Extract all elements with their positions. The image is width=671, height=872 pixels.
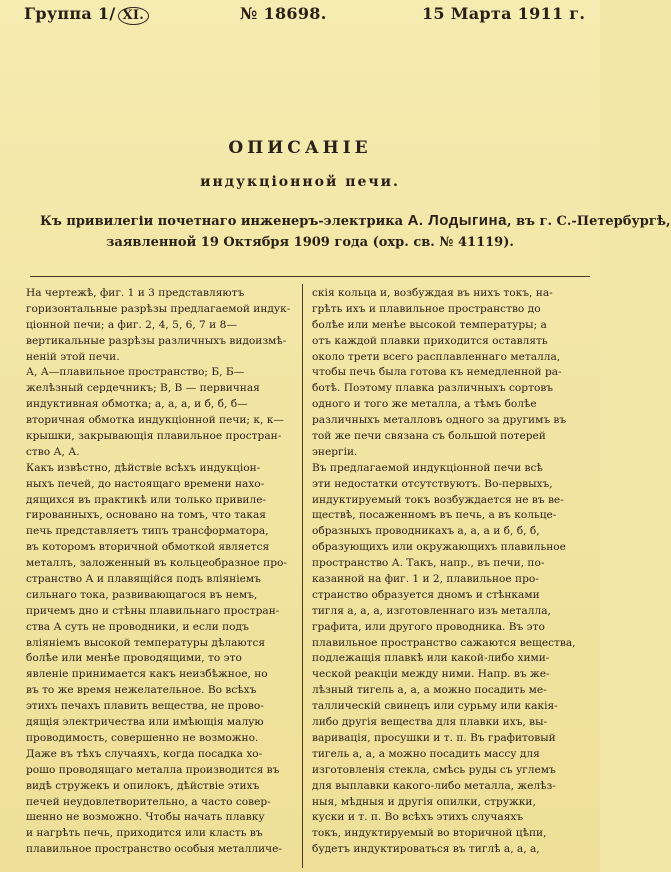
text-line: крышки, закрывающія плавильное простран- [26, 430, 282, 443]
text-line: дящія электричества или имѣющія малую [26, 716, 264, 729]
text-line: и нагрѣть печь, приходится или класть въ [26, 827, 263, 840]
text-line: плавильное пространство особыя металличе- [26, 843, 282, 856]
text-line: горизонтальные разрѣзы предлагаемой индук- [26, 302, 291, 315]
text-line: ство А, А. [26, 445, 80, 458]
text-line: Даже въ тѣхъ случаяхъ, когда посадка хо- [26, 747, 263, 760]
text-line: Въ предлагаемой индукціонной печи всѣ [312, 461, 543, 474]
text-line: печь представляетъ типъ трансформатора, [26, 525, 269, 538]
text-line: пространство А. Такъ, напр., въ печи, по- [312, 557, 545, 570]
text-line: плавильное пространство сажаются вещества, [312, 636, 576, 649]
text-line: куски и т. п. Во всѣхъ этихъ случаяхъ [312, 811, 524, 824]
privilege-statement [40, 210, 671, 253]
text-line: На чертежѣ, фиг. 1 и 3 представляютъ [26, 287, 245, 299]
text-line: вторичная обмотка индукціонной печи; к, к— [26, 414, 284, 427]
text-line: сильнаго тока, развивающагося въ немъ, [26, 588, 258, 601]
text-line: различныхъ металловъ одного за другимъ въ [312, 414, 567, 427]
group-text: Группа 1/ [24, 4, 116, 23]
group-circled-number: XI. [118, 7, 150, 25]
text-line: А, А—плавильное пространство; Б, Б— [26, 366, 245, 379]
text-line: тигель а, а, а можно посадить массу для [312, 747, 540, 760]
text-line: желѣзный сердечникъ; В, В — первичная [26, 382, 260, 395]
text-line: металлъ, заложенный въ кольцеобразное про- [26, 557, 287, 570]
patent-date: 15 Марта 1911 г. [422, 4, 586, 23]
text-line: будетъ индуктироваться въ тиглѣ а, а, а, [312, 843, 540, 856]
text-line: той же печи связана съ большой потерей [312, 430, 546, 443]
text-line: индуктивная обмотка; а, а, а, и б, б, б— [26, 398, 248, 411]
text-line: графита, или другого проводника. Въ это [312, 620, 545, 633]
text-line: шенно не возможно. Чтобы начать плавку [26, 811, 265, 824]
text-line: чтобы печь была готова къ немедленной ра- [312, 366, 562, 379]
text-line: вліяніемъ высокой температуры дѣлаются [26, 636, 266, 649]
text-line: ществѣ, посаженномъ въ печь, а въ кольце- [312, 509, 557, 522]
text-line: либо другія вещества для плавки ихъ, вы- [312, 716, 548, 729]
text-line: ціонной печи; а фиг. 2, 4, 5, 6, 7 и 8— [26, 318, 237, 331]
text-line: болѣе или менѣе высокой температуры; а [312, 318, 547, 331]
privilege-intro: Къ привилегіи почетнаго инженеръ-электрика [40, 214, 404, 229]
text-line: болѣе или менѣе проводящими, то это [26, 652, 242, 665]
text-line: вертикальные разрѣзы различныхъ видоизмѣ- [26, 334, 287, 347]
text-line: одного и того же металла, а тѣмъ болѣе [312, 398, 537, 411]
text-line: для выплавки какого-либо металла, желѣз- [312, 779, 556, 792]
text-line: гированныхъ, основано на томъ, что такая [26, 509, 266, 522]
text-line: скія кольца и, возбуждая въ нихъ токъ, на- [312, 287, 553, 299]
text-line: проводимость, совершенно не возможно. [26, 731, 259, 744]
text-line: энергіи. [312, 445, 358, 458]
text-line: отъ каждой плавки приходится оставлять [312, 334, 548, 347]
privilege-line-1 [40, 210, 671, 232]
text-line: образныхъ проводникахъ а, а, а и б, б, б, [312, 525, 540, 538]
text-line: этихъ печахъ плавить вещества, не прово- [26, 700, 264, 713]
text-line: ныя, мѣдныя и другія опилки, стружки, [312, 795, 536, 808]
text-line: ботѣ. Поэтому плавка различныхъ сортовъ [312, 382, 554, 395]
text-line: неній этой печи. [26, 350, 120, 363]
patent-number: № 18698. [240, 4, 327, 23]
text-line: въ которомъ вторичной обмоткой является [26, 541, 270, 554]
text-line: Какъ извѣстно, дѣйствіе всѣхъ индукціон- [26, 461, 261, 474]
privilege-location: , въ г. С.-Петербургѣ, [506, 214, 671, 229]
text-line: таллическій свинецъ или сурьму или какія- [312, 700, 558, 713]
text-line: странство А и плавящійся подъ вліяніемъ [26, 573, 261, 586]
text-line: тигля а, а, а, изготовленнаго изъ металла, [312, 604, 551, 617]
text-line: ныхъ печей, до настоящаго времени нахо- [26, 477, 265, 490]
column-divider [302, 284, 303, 868]
text-line: грѣть ихъ и плавильное пространство до [312, 302, 541, 315]
text-line: печей неудовлетворительно, а часто совер- [26, 795, 271, 808]
text-line: подлежащія плавкѣ или какой-либо хими- [312, 652, 550, 665]
inventor-name: А. Лодыгина [407, 212, 507, 229]
text-line: изготовленія стекла, смѣсь руды съ углемъ [312, 763, 556, 776]
text-line: явленіе принимается какъ неизбѣжное, но [26, 668, 268, 681]
text-line: токъ, индуктируемый во вторичной цѣпи, [312, 827, 547, 840]
document-title: ОПИСАНІЕ [228, 138, 372, 158]
text-line: около трети всего расплавленнаго металла, [312, 350, 561, 363]
document-subtitle: индукціонной печи. [200, 174, 400, 190]
text-line: лѣзный тигель а, а, а можно посадить ме- [312, 684, 547, 697]
text-line: ческой реакціи между ними. Напр. въ же- [312, 668, 550, 681]
text-line: дящихся въ практикѣ или только привиле- [26, 493, 267, 506]
text-line: варивація, просушки и т. п. Въ графитовый [312, 731, 556, 744]
text-line: индуктируемый токъ возбуждается не въ ве- [312, 493, 564, 506]
text-line: образующихъ или окружающихъ плавильное [312, 541, 566, 554]
text-line: рошо проводящаго металла производится въ [26, 763, 280, 776]
left-column [26, 286, 294, 858]
text-line: казанной на фиг. 1 и 2, плавильное про- [312, 573, 539, 586]
text-line: ства А суть не проводники, и если подъ [26, 620, 249, 633]
text-line: причемъ дно и стѣны плавильнаго простран- [26, 604, 280, 617]
right-column [312, 286, 580, 858]
text-line: странство образуется дномъ и стѣнками [312, 588, 540, 601]
text-line: видѣ стружекъ и опилокъ, дѣйствіе этихъ [26, 779, 260, 792]
privilege-line-2: заявленной 19 Октября 1909 года (охр. св. № 41119). [106, 235, 514, 250]
text-line: эти недостатки отсутствуютъ. Во-первыхъ, [312, 477, 553, 490]
header-rule [30, 276, 590, 277]
text-line: въ то же время нежелательное. Во всѣхъ [26, 684, 257, 697]
group-label [24, 4, 149, 25]
